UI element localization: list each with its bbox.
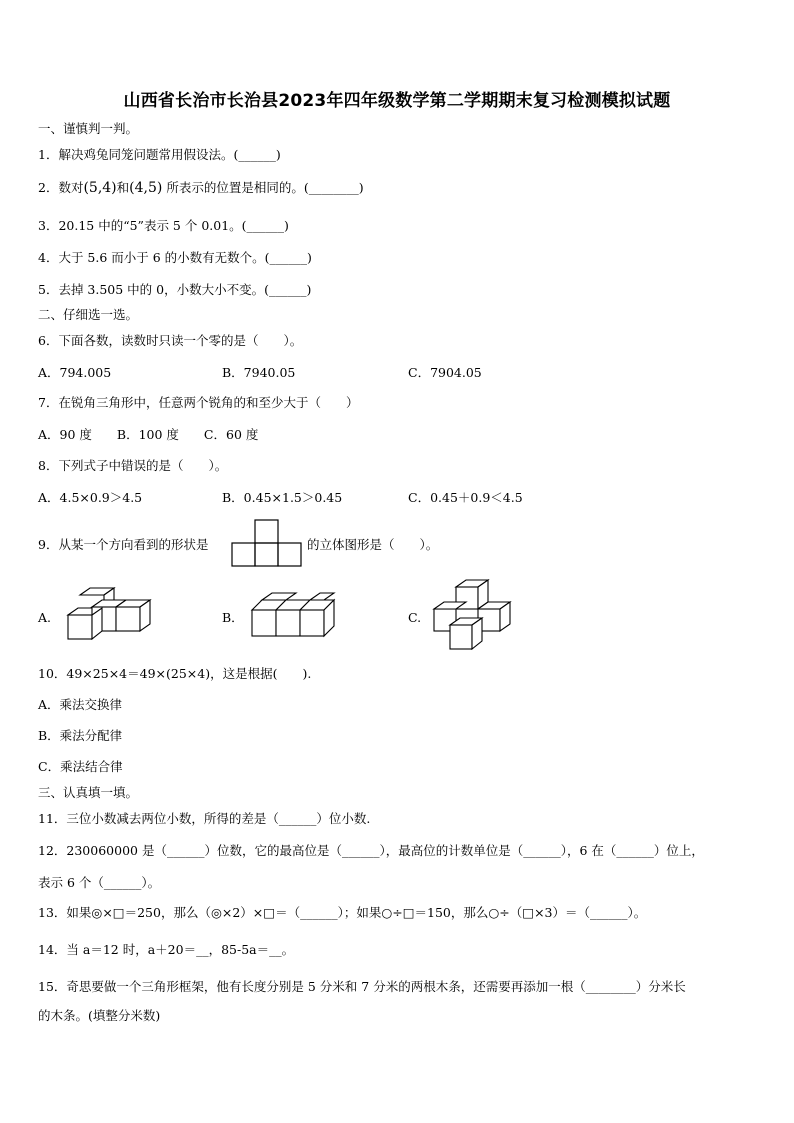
question-13: 13．如果◎×□＝250，那么（◎×2）×□＝（______）；如果○÷□＝150，那么○÷（□×3）＝（______）。	[38, 905, 647, 920]
q6-option-a: A．794.005	[38, 365, 112, 380]
coordinate-pair-1: (5,4)	[83, 180, 117, 196]
q6-option-c: C．7904.05	[408, 365, 482, 380]
q10-option-c: C．乘法结合律	[38, 759, 123, 774]
q9-option-c-label: C.	[408, 610, 422, 625]
question-5: 5．去掉 3.505 中的 0，小数大小不变。(______)	[38, 282, 312, 297]
question-12-line-1: 12．230060000 是（______）位数，它的最高位是（______），最高位的计数单位是（______），6 在（______）位上，	[38, 843, 704, 858]
view-shape-figure	[231, 519, 303, 567]
question-14: 14．当 a＝12 时，a＋20＝__，85-5a＝__。	[38, 942, 295, 957]
question-10: 10．49×25×4＝49×(25×4)，这是根据( ).	[38, 666, 312, 681]
question-6: 6．下面各数，读数时只读一个零的是（ ）。	[38, 333, 303, 348]
question-2-lead: 2．数对	[38, 180, 84, 195]
question-11: 11．三位小数减去两位小数，所得的差是（______）位小数.	[38, 811, 371, 826]
q7-options: A．90 度 B．100 度 C．60 度	[38, 427, 259, 442]
question-7: 7．在锐角三角形中，任意两个锐角的和至少大于（ ）	[38, 395, 359, 410]
section-heading-2: 二、仔细选一选。	[38, 307, 139, 322]
q8-option-b: B．0.45×1.5＞0.45	[222, 490, 343, 505]
page-title: 山西省长治市长治县2023年四年级数学第二学期期末复习检测模拟试题	[123, 91, 671, 111]
question-1: 1．解决鸡兔同笼问题常用假设法。(______)	[38, 147, 281, 162]
question-4: 4．大于 5.6 而小于 6 的小数有无数个。(______)	[38, 250, 312, 265]
q8-option-a: A．4.5×0.9＞4.5	[38, 490, 143, 505]
q9-option-b-solid	[248, 592, 338, 640]
question-9-tail: 的立体图形是（ ）。	[307, 537, 439, 552]
question-15-line-2: 的木条。(填整分米数)	[38, 1008, 161, 1023]
question-2	[38, 180, 364, 196]
question-12-line-2: 表示 6 个（______）。	[38, 875, 161, 890]
question-9-lead: 9．从某一个方向看到的形状是	[38, 537, 209, 552]
question-8: 8．下列式子中错误的是（ ）。	[38, 458, 228, 473]
question-3: 3．20.15 中的“5”表示 5 个 0.01。(______)	[38, 218, 289, 233]
question-2-and: 和	[116, 180, 130, 195]
question-15-line-1: 15．奇思要做一个三角形框架，他有长度分别是 5 分米和 7 分米的两根木条，还需要再添加一根（________）分米长	[38, 979, 686, 994]
section-heading-1: 一、谨慎判一判。	[38, 121, 139, 136]
q9-option-a-label: A.	[38, 610, 52, 625]
q10-option-b: B．乘法分配律	[38, 728, 123, 743]
q9-option-a-solid	[66, 587, 156, 645]
coordinate-pair-2: (4,5)	[129, 180, 163, 196]
q9-option-b-label: B．	[222, 610, 244, 625]
section-heading-3: 三、认真填一填。	[38, 785, 139, 800]
q10-option-a: A．乘法交换律	[38, 697, 123, 712]
q9-option-c-solid	[430, 579, 514, 653]
q8-option-c: C．0.45＋0.9＜4.5	[408, 490, 523, 505]
q6-option-b: B．7940.05	[222, 365, 296, 380]
question-2-tail: 所表示的位置是相同的。(________)	[166, 180, 364, 195]
